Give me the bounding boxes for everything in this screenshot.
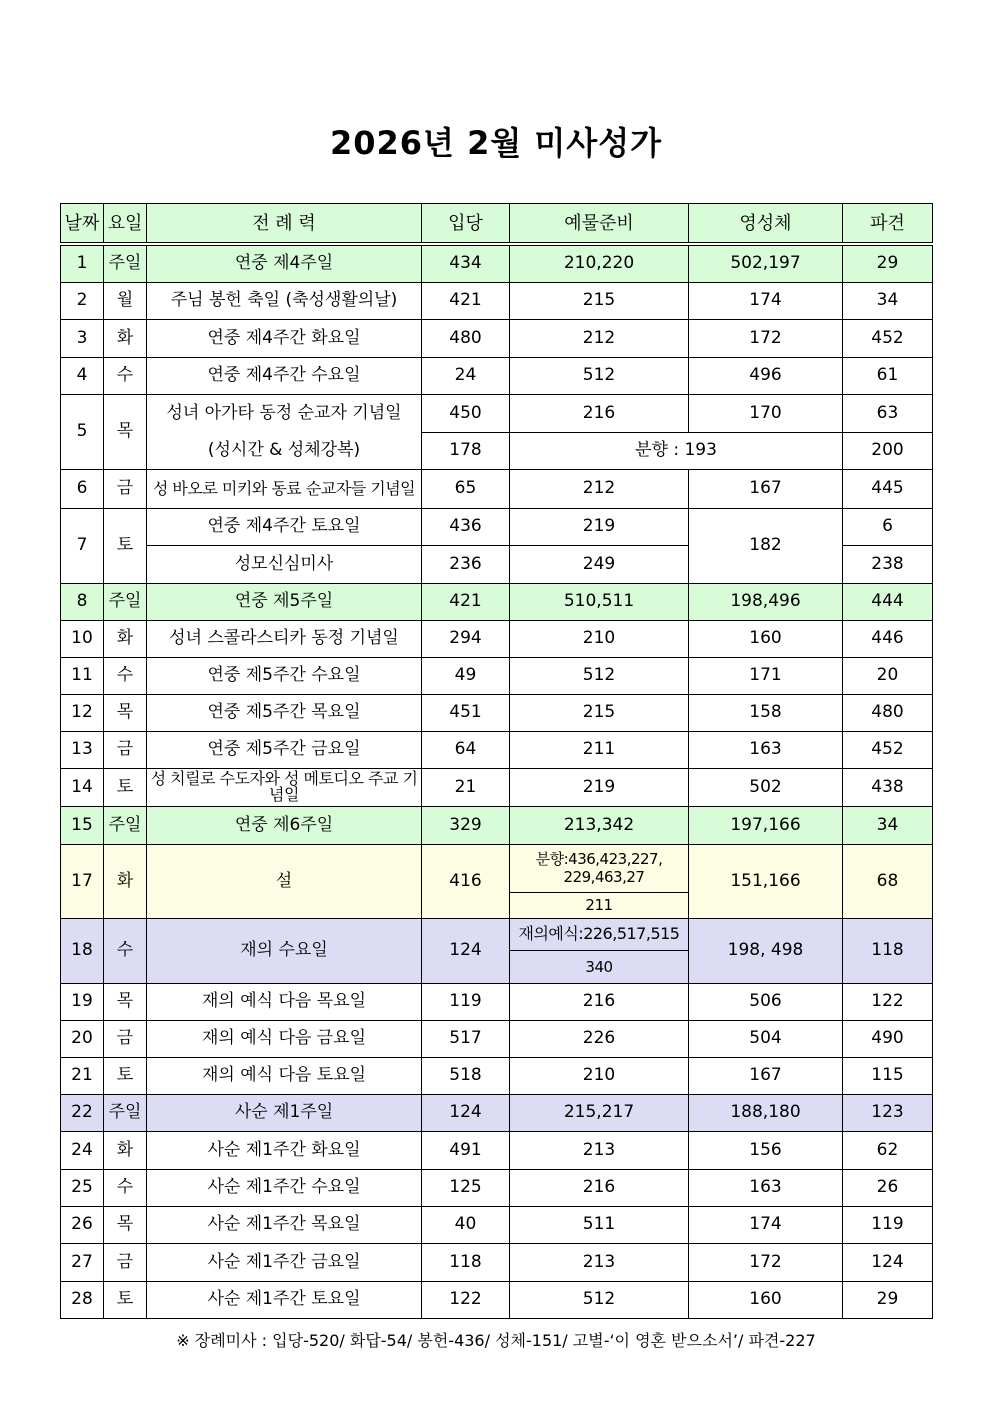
date: 22 bbox=[61, 1094, 104, 1131]
dismissal: 123 bbox=[843, 1094, 933, 1131]
day: 토 bbox=[104, 1281, 147, 1318]
date: 1 bbox=[61, 244, 104, 282]
liturgy: 사순 제1주간 수요일 bbox=[147, 1169, 422, 1206]
table-row bbox=[61, 319, 933, 357]
table-row bbox=[61, 357, 933, 394]
dismissal: 34 bbox=[843, 282, 933, 319]
header-row bbox=[61, 204, 933, 245]
liturgy: 연중 제5주간 금요일 bbox=[147, 731, 422, 768]
offertory: 210,220 bbox=[510, 244, 689, 282]
liturgy: 연중 제6주일 bbox=[147, 806, 422, 844]
table-row bbox=[61, 1169, 933, 1206]
entrance: 518 bbox=[422, 1057, 510, 1094]
offertory: 511 bbox=[510, 1206, 689, 1243]
dismissal: 29 bbox=[843, 244, 933, 282]
page-title: 2026년 2월 미사성가 bbox=[329, 124, 663, 162]
incense-line1: 분향:436,423,227, bbox=[535, 850, 663, 868]
entrance: 119 bbox=[422, 983, 510, 1020]
date: 11 bbox=[61, 657, 104, 694]
date: 6 bbox=[61, 469, 104, 508]
dismissal: 452 bbox=[843, 731, 933, 768]
date: 18 bbox=[61, 918, 104, 983]
day: 화 bbox=[104, 319, 147, 357]
date: 24 bbox=[61, 1131, 104, 1169]
dismissal: 20 bbox=[843, 657, 933, 694]
dismissal: 445 bbox=[843, 469, 933, 508]
day: 목 bbox=[104, 694, 147, 731]
date: 17 bbox=[61, 844, 104, 918]
entrance: 64 bbox=[422, 731, 510, 768]
communion: 506 bbox=[689, 983, 843, 1020]
liturgy: 성모신심미사 bbox=[147, 545, 422, 583]
offertory: 213 bbox=[510, 1131, 689, 1169]
table-row bbox=[61, 394, 933, 432]
incense: 분향 : 193 bbox=[510, 432, 843, 469]
dismissal: 490 bbox=[843, 1020, 933, 1057]
date: 26 bbox=[61, 1206, 104, 1243]
offertory: 216 bbox=[510, 983, 689, 1020]
date: 3 bbox=[61, 319, 104, 357]
dismissal: 115 bbox=[843, 1057, 933, 1094]
dismissal: 119 bbox=[843, 1206, 933, 1243]
date: 25 bbox=[61, 1169, 104, 1206]
offertory: 512 bbox=[510, 357, 689, 394]
entrance: 40 bbox=[422, 1206, 510, 1243]
date: 19 bbox=[61, 983, 104, 1020]
communion: 502,197 bbox=[689, 244, 843, 282]
liturgy: 재의 예식 다음 토요일 bbox=[147, 1057, 422, 1094]
dismissal: 63 bbox=[843, 394, 933, 432]
date: 8 bbox=[61, 583, 104, 620]
day: 주일 bbox=[104, 1094, 147, 1131]
communion: 182 bbox=[689, 508, 843, 583]
dismissal: 26 bbox=[843, 1169, 933, 1206]
offertory: 213 bbox=[510, 1243, 689, 1281]
dismissal: 124 bbox=[843, 1243, 933, 1281]
offertory: 219 bbox=[510, 768, 689, 806]
table-row bbox=[61, 694, 933, 731]
liturgy: 설 bbox=[147, 844, 422, 918]
date: 4 bbox=[61, 357, 104, 394]
offertory: 211 bbox=[510, 731, 689, 768]
offertory: 226 bbox=[510, 1020, 689, 1057]
communion: 171 bbox=[689, 657, 843, 694]
communion: 167 bbox=[689, 469, 843, 508]
offertory: 213,342 bbox=[510, 806, 689, 844]
funeral-mass-footnote: ※ 장례미사 : 입당-520/ 화답-54/ 봉헌-436/ 성체-151/ 고별-‘이 영혼 받으소서’/ 파견-227 bbox=[176, 1331, 816, 1350]
communion: 496 bbox=[689, 357, 843, 394]
entrance: 294 bbox=[422, 620, 510, 657]
table-row bbox=[61, 1094, 933, 1131]
dismissal: 200 bbox=[843, 432, 933, 469]
liturgy: 사순 제1주간 금요일 bbox=[147, 1243, 422, 1281]
communion: 172 bbox=[689, 1243, 843, 1281]
offertory: 249 bbox=[510, 545, 689, 583]
liturgy: 사순 제1주간 화요일 bbox=[147, 1131, 422, 1169]
table-row bbox=[61, 469, 933, 508]
entrance: 421 bbox=[422, 583, 510, 620]
offertory: 510,511 bbox=[510, 583, 689, 620]
liturgy: 사순 제1주간 토요일 bbox=[147, 1281, 422, 1318]
communion: 174 bbox=[689, 1206, 843, 1243]
entrance: 124 bbox=[422, 918, 510, 983]
entrance: 480 bbox=[422, 319, 510, 357]
day: 토 bbox=[104, 768, 147, 806]
table-row bbox=[61, 731, 933, 768]
liturgy: 주님 봉헌 축일 (축성생활의날) bbox=[147, 282, 422, 319]
offertory: 211 bbox=[510, 892, 689, 918]
date: 20 bbox=[61, 1020, 104, 1057]
table-row bbox=[61, 1020, 933, 1057]
communion: 172 bbox=[689, 319, 843, 357]
communion: 170 bbox=[689, 394, 843, 432]
dismissal: 438 bbox=[843, 768, 933, 806]
entrance: 236 bbox=[422, 545, 510, 583]
liturgy: 재의 예식 다음 목요일 bbox=[147, 983, 422, 1020]
col-entrance: 입당 bbox=[422, 204, 510, 245]
table-row bbox=[61, 1243, 933, 1281]
date: 14 bbox=[61, 768, 104, 806]
communion: 174 bbox=[689, 282, 843, 319]
table-row bbox=[61, 918, 933, 950]
communion: 502 bbox=[689, 768, 843, 806]
communion: 160 bbox=[689, 1281, 843, 1318]
dismissal: 118 bbox=[843, 918, 933, 983]
liturgy-line1: 성녀 아가타 동정 순교자 기념일 bbox=[166, 402, 402, 423]
dismissal: 62 bbox=[843, 1131, 933, 1169]
day: 수 bbox=[104, 657, 147, 694]
liturgy: 성녀 스콜라스티카 동정 기념일 bbox=[147, 620, 422, 657]
liturgy: 성 치릴로 수도자와 성 메토디오 주교 기념일 bbox=[147, 768, 422, 806]
liturgy: 사순 제1주간 목요일 bbox=[147, 1206, 422, 1243]
date: 27 bbox=[61, 1243, 104, 1281]
table-row bbox=[61, 768, 933, 806]
communion: 156 bbox=[689, 1131, 843, 1169]
day: 금 bbox=[104, 1020, 147, 1057]
liturgy: 성 바오로 미키와 동료 순교자들 기념일 bbox=[147, 469, 422, 508]
incense-line2: 229,463,27 bbox=[563, 868, 645, 886]
entrance: 21 bbox=[422, 768, 510, 806]
offertory: 512 bbox=[510, 1281, 689, 1318]
communion: 160 bbox=[689, 620, 843, 657]
col-day: 요일 bbox=[104, 204, 147, 245]
col-dismissal: 파견 bbox=[843, 204, 933, 245]
table-row bbox=[61, 1131, 933, 1169]
offertory: 512 bbox=[510, 657, 689, 694]
offertory: 212 bbox=[510, 319, 689, 357]
liturgy: 연중 제4주간 수요일 bbox=[147, 357, 422, 394]
date: 21 bbox=[61, 1057, 104, 1094]
date: 12 bbox=[61, 694, 104, 731]
communion: 151,166 bbox=[689, 844, 843, 918]
entrance: 491 bbox=[422, 1131, 510, 1169]
table-row bbox=[61, 983, 933, 1020]
day: 월 bbox=[104, 282, 147, 319]
day: 화 bbox=[104, 620, 147, 657]
liturgy: 연중 제4주간 화요일 bbox=[147, 319, 422, 357]
communion: 197,166 bbox=[689, 806, 843, 844]
communion: 198, 498 bbox=[689, 918, 843, 983]
table-row bbox=[61, 620, 933, 657]
communion: 504 bbox=[689, 1020, 843, 1057]
day: 주일 bbox=[104, 806, 147, 844]
day: 금 bbox=[104, 731, 147, 768]
ashes-rite: 재의예식:226,517,515 bbox=[510, 918, 689, 950]
entrance: 450 bbox=[422, 394, 510, 432]
liturgy: 연중 제4주간 토요일 bbox=[147, 508, 422, 545]
day: 금 bbox=[104, 469, 147, 508]
liturgy: 연중 제5주간 수요일 bbox=[147, 657, 422, 694]
table-row bbox=[61, 244, 933, 282]
col-liturgy: 전 례 력 bbox=[147, 204, 422, 245]
liturgy bbox=[147, 394, 422, 469]
col-date: 날짜 bbox=[61, 204, 104, 245]
table-row bbox=[61, 1281, 933, 1318]
day: 화 bbox=[104, 1131, 147, 1169]
dismissal: 480 bbox=[843, 694, 933, 731]
liturgy: 연중 제5주일 bbox=[147, 583, 422, 620]
offertory: 215 bbox=[510, 694, 689, 731]
day: 수 bbox=[104, 1169, 147, 1206]
offertory: 215,217 bbox=[510, 1094, 689, 1131]
day: 주일 bbox=[104, 244, 147, 282]
liturgy: 연중 제5주간 목요일 bbox=[147, 694, 422, 731]
offertory: 219 bbox=[510, 508, 689, 545]
table-row bbox=[61, 508, 933, 545]
day: 목 bbox=[104, 394, 147, 469]
offertory: 215 bbox=[510, 282, 689, 319]
offertory: 212 bbox=[510, 469, 689, 508]
day: 토 bbox=[104, 508, 147, 583]
liturgy: 연중 제4주일 bbox=[147, 244, 422, 282]
col-offertory: 예물준비 bbox=[510, 204, 689, 245]
table-row bbox=[61, 282, 933, 319]
day: 주일 bbox=[104, 583, 147, 620]
dismissal: 446 bbox=[843, 620, 933, 657]
date: 5 bbox=[61, 394, 104, 469]
dismissal: 444 bbox=[843, 583, 933, 620]
entrance: 118 bbox=[422, 1243, 510, 1281]
dismissal: 452 bbox=[843, 319, 933, 357]
date: 28 bbox=[61, 1281, 104, 1318]
entrance: 178 bbox=[422, 432, 510, 469]
incense bbox=[510, 844, 689, 892]
date: 10 bbox=[61, 620, 104, 657]
table-row bbox=[61, 1057, 933, 1094]
day: 금 bbox=[104, 1243, 147, 1281]
date: 7 bbox=[61, 508, 104, 583]
entrance: 24 bbox=[422, 357, 510, 394]
offertory: 340 bbox=[510, 950, 689, 983]
dismissal: 238 bbox=[843, 545, 933, 583]
mass-hymn-table bbox=[60, 203, 933, 1319]
dismissal: 122 bbox=[843, 983, 933, 1020]
table-row bbox=[61, 1206, 933, 1243]
liturgy-line2: (성시간 & 성체강복) bbox=[207, 439, 361, 460]
col-communion: 영성체 bbox=[689, 204, 843, 245]
offertory: 216 bbox=[510, 394, 689, 432]
dismissal: 29 bbox=[843, 1281, 933, 1318]
entrance: 329 bbox=[422, 806, 510, 844]
entrance: 65 bbox=[422, 469, 510, 508]
dismissal: 6 bbox=[843, 508, 933, 545]
date: 15 bbox=[61, 806, 104, 844]
communion: 167 bbox=[689, 1057, 843, 1094]
offertory: 216 bbox=[510, 1169, 689, 1206]
table-row bbox=[61, 657, 933, 694]
date: 13 bbox=[61, 731, 104, 768]
entrance: 416 bbox=[422, 844, 510, 918]
day: 수 bbox=[104, 357, 147, 394]
entrance: 434 bbox=[422, 244, 510, 282]
liturgy: 재의 수요일 bbox=[147, 918, 422, 983]
day: 화 bbox=[104, 844, 147, 918]
communion: 188,180 bbox=[689, 1094, 843, 1131]
offertory: 210 bbox=[510, 620, 689, 657]
date: 2 bbox=[61, 282, 104, 319]
dismissal: 34 bbox=[843, 806, 933, 844]
day: 목 bbox=[104, 1206, 147, 1243]
entrance: 451 bbox=[422, 694, 510, 731]
dismissal: 68 bbox=[843, 844, 933, 918]
dismissal: 61 bbox=[843, 357, 933, 394]
communion: 163 bbox=[689, 731, 843, 768]
entrance: 122 bbox=[422, 1281, 510, 1318]
offertory: 210 bbox=[510, 1057, 689, 1094]
liturgy: 재의 예식 다음 금요일 bbox=[147, 1020, 422, 1057]
entrance: 421 bbox=[422, 282, 510, 319]
entrance: 124 bbox=[422, 1094, 510, 1131]
day: 수 bbox=[104, 918, 147, 983]
table-row bbox=[61, 806, 933, 844]
table-row bbox=[61, 583, 933, 620]
entrance: 49 bbox=[422, 657, 510, 694]
table-row bbox=[61, 844, 933, 892]
liturgy: 사순 제1주일 bbox=[147, 1094, 422, 1131]
communion: 163 bbox=[689, 1169, 843, 1206]
entrance: 517 bbox=[422, 1020, 510, 1057]
communion: 198,496 bbox=[689, 583, 843, 620]
day: 토 bbox=[104, 1057, 147, 1094]
day: 목 bbox=[104, 983, 147, 1020]
entrance: 125 bbox=[422, 1169, 510, 1206]
entrance: 436 bbox=[422, 508, 510, 545]
communion: 158 bbox=[689, 694, 843, 731]
